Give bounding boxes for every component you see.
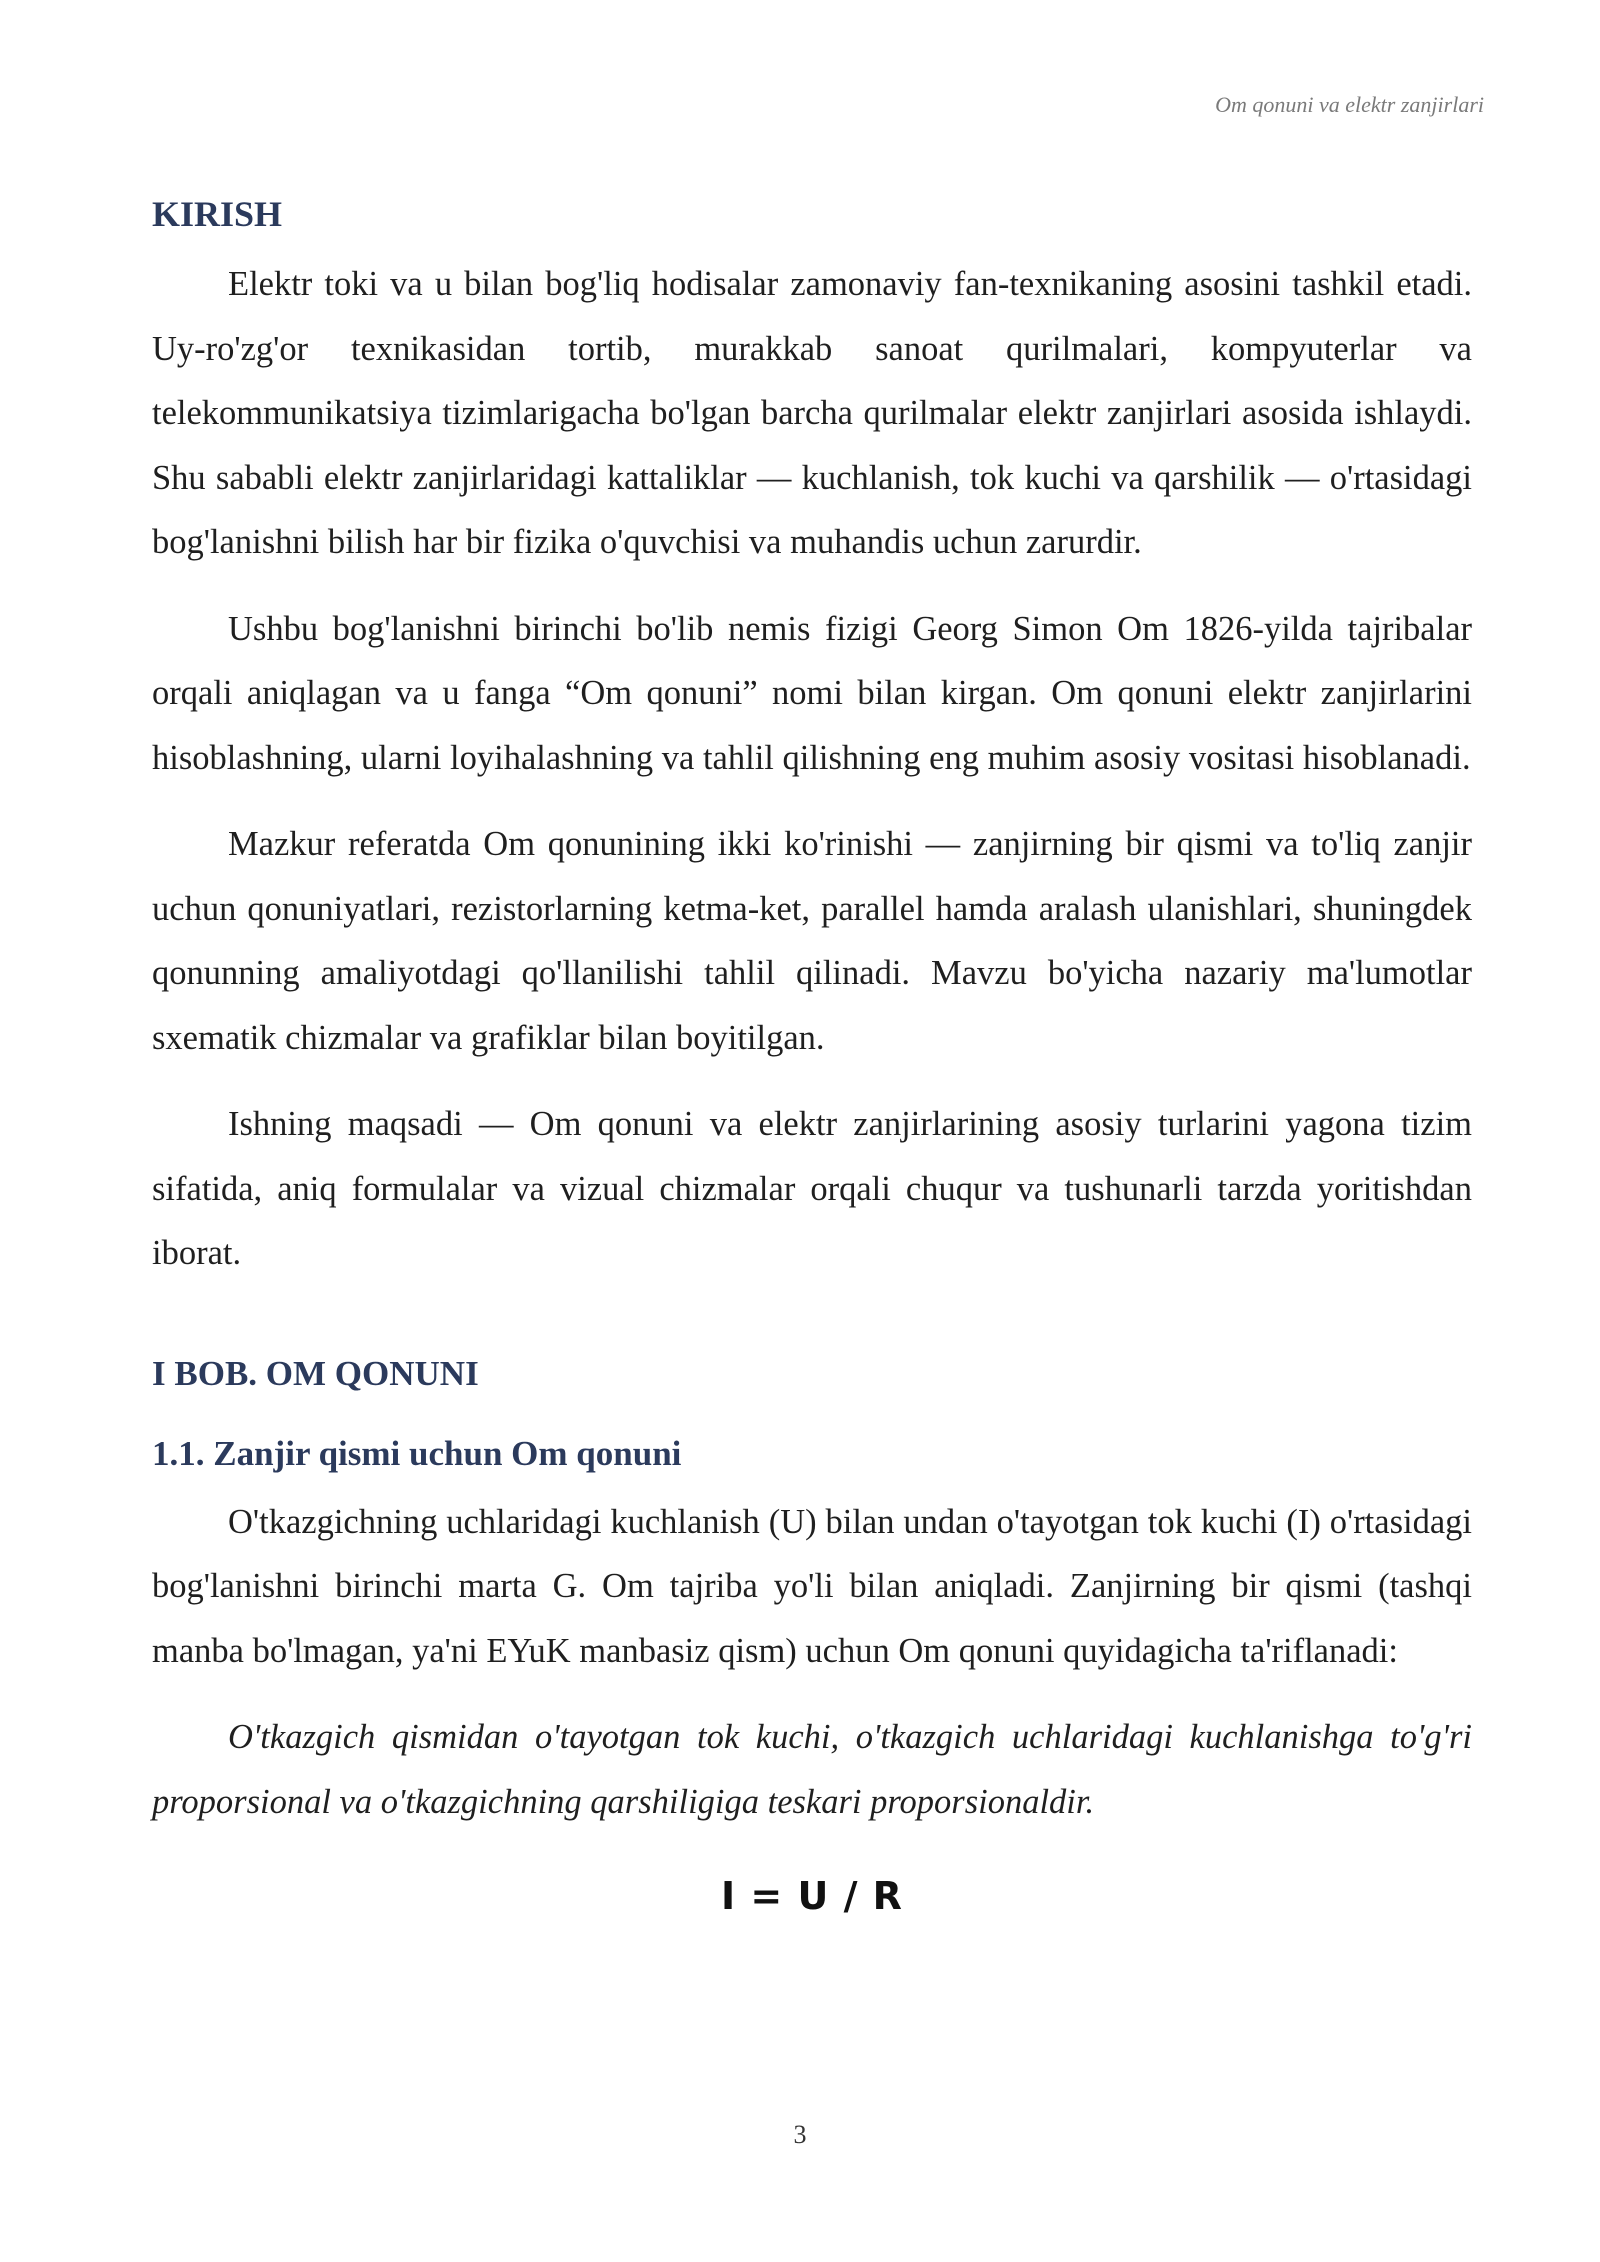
page-number: 3	[793, 2120, 807, 2149]
intro-heading: KIRISH	[152, 194, 283, 234]
law-definition: O'tkazgich qismidan o'tayotgan tok kuchi, o'tkazgich uchlaridagi kuchlanishga to'g'ri proporsional va o'tkazgichning qarshiligiga teskari proporsionaldir.	[152, 1718, 1472, 1821]
section-heading: 1.1. Zanjir qismi uchun Om qonuni	[152, 1433, 682, 1473]
intro-paragraph-4: Ishning maqsadi — Om qonuni va elektr zanjirlarining asosiy turlarini yagona tizim sifatida, aniq formulalar va vizual chizmalar orqali chuqur va tushunarli tarzda yoritishdan iborat.	[152, 1105, 1472, 1272]
running-header: Om qonuni va elektr zanjirlari	[1215, 92, 1484, 117]
chapter-heading: I BOB. OM QONUNI	[152, 1353, 479, 1393]
section-paragraph: O'tkazgichning uchlaridagi kuchlanish (U) bilan undan o'tayotgan tok kuchi (I) o'rtasidagi bog'lanishni birinchi marta G. Om tajriba yo'li bilan aniqladi. Zanjirning bir qismi (tashqi manba bo'lmagan, ya'ni EYuK manbasiz qism) uchun Om qonuni quyidagicha ta'riflanadi:	[152, 1502, 1472, 1670]
intro-paragraph-3: Mazkur referatda Om qonunining ikki ko'rinishi — zanjirning bir qismi va to'liq zanjir uchun qonuniyatlari, rezistorlarning ketma-ket, parallel hamda aralash ulanishlari, shuningdek qonunning amaliyotdagi qo'llanilishi tahlil qilinadi. Mavzu bo'yicha nazariy ma'lumotlar sxematik chizmalar va grafiklar bilan boyitilgan.	[152, 825, 1472, 1057]
intro-paragraph-2: Ushbu bog'lanishni birinchi bo'lib nemis fizigi Georg Simon Om 1826-yilda tajribalar orqali aniqlagan va u fanga “Om qonuni” nomi bilan kirgan. Om qonuni elektr zanjirlarini hisoblashning, ularni loyihalashning va tahlil qilishning eng muhim asosiy vositasi hisoblanadi.	[152, 609, 1472, 777]
intro-paragraph-1: Elektr toki va u bilan bog'liq hodisalar zamonaviy fan-texnikaning asosini tashkil etadi. Uy-ro'zg'or texnikasidan tortib, murakkab sanoat qurilmalari, kompyuterlar va telekommunikatsiya tizimlarigacha bo'lgan barcha qurilmalar elektr zanjirlari asosida ishlaydi. Shu sababli elektr zanjirlaridagi kattaliklar — kuchlanish, tok kuchi va qarshilik — o'rtasidagi bog'lanishni bilish har bir fizika o'quvchisi va muhandis uchun zarurdir.	[152, 265, 1472, 561]
page-content	[152, 184, 1472, 1926]
ohms-law-formula: I = U / R	[721, 1874, 903, 1918]
